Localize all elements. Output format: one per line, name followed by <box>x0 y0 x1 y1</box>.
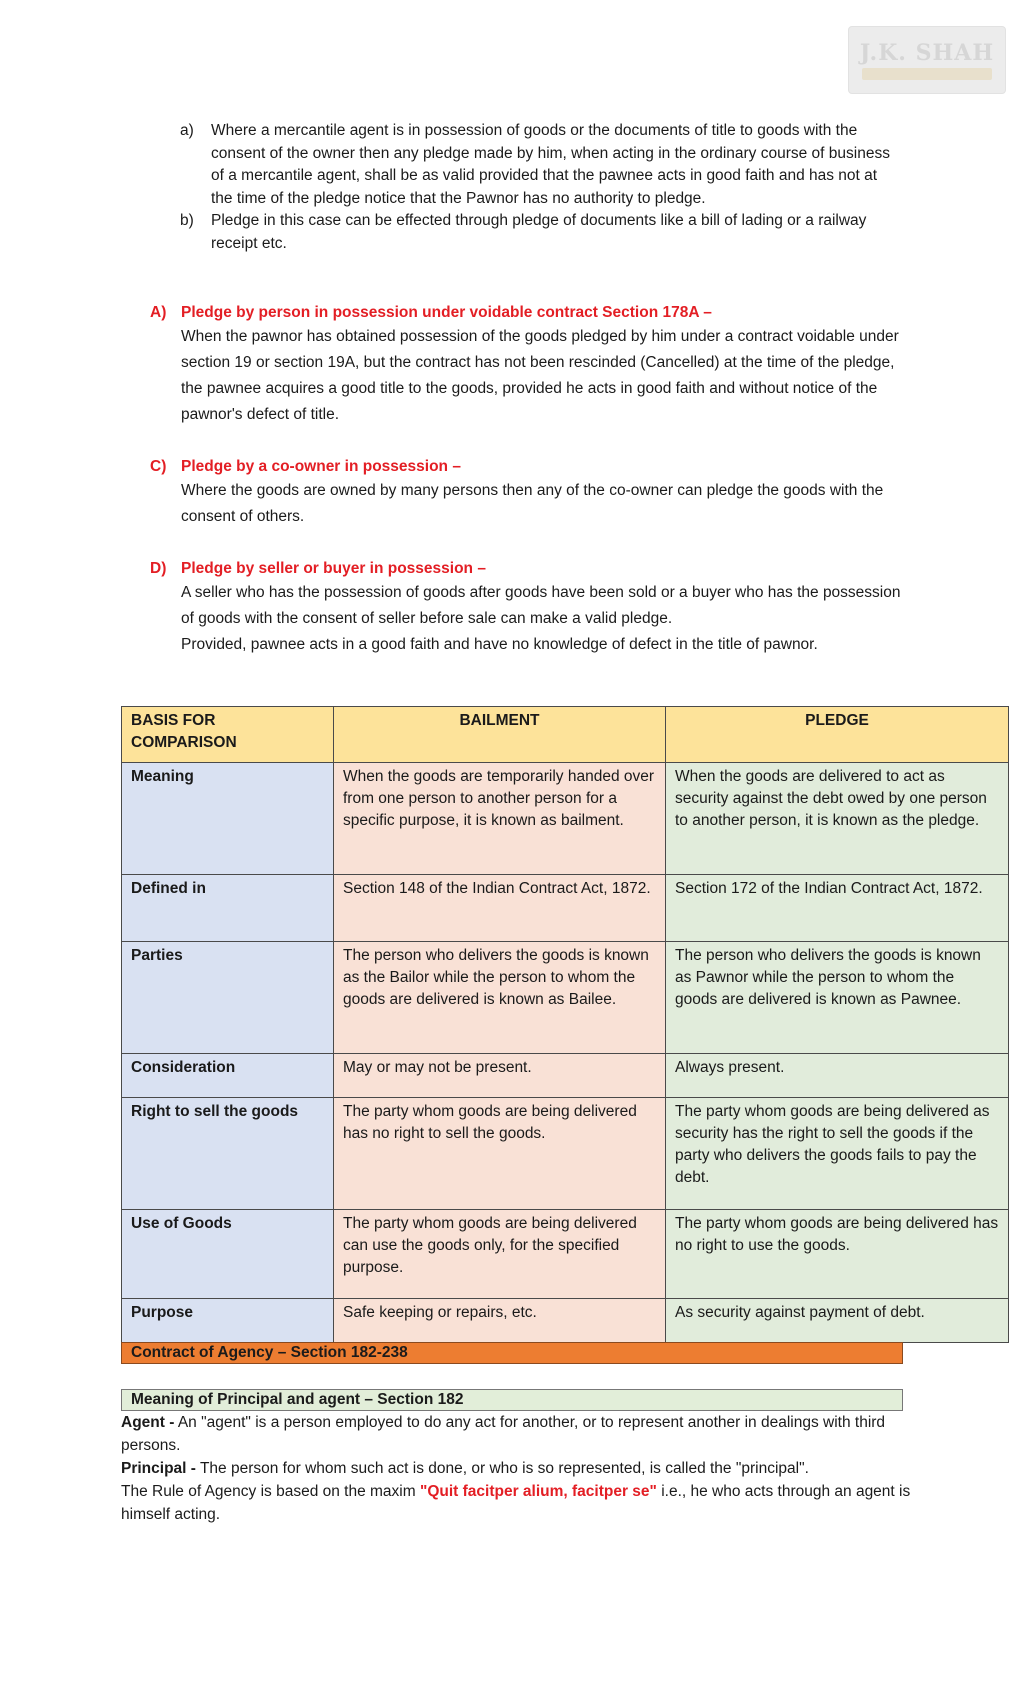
pledge-cell: The party whom goods are being delivered has no right to use the goods. <box>666 1210 1009 1299</box>
list-marker: a) <box>180 122 194 139</box>
logo-tagline-band <box>862 68 992 80</box>
header-basis: BASIS FOR COMPARISON <box>122 707 334 763</box>
maxim-text: "Quit facitper alium, facitper se" <box>419 1483 657 1500</box>
jk-shah-logo-watermark <box>848 26 1006 94</box>
section-heading <box>150 558 910 580</box>
section-body-proviso: Provided, pawnee acts in a good faith and have no knowledge of defect in the title of pawnor. <box>181 636 818 653</box>
agent-text: An "agent" is a person employed to do any act for another, or to represent another in dealings with third persons. <box>121 1414 886 1454</box>
section-body: When the pawnor has obtained possession of the goods pledged by him under a contract voidable under section 19 or section 19A, but the contract has not been rescinded (Cancelled) at the time of the pledge, the pawnee acquires a good title to the goods, provided he acts in good faith and without notice of the pawnor's defect of title. <box>181 328 899 423</box>
list-item <box>180 210 900 255</box>
table-row <box>122 763 1009 875</box>
bailment-cell: When the goods are temporarily handed over from one person to another person for a specific purpose, it is known as bailment. <box>334 763 666 875</box>
section-heading <box>150 456 910 478</box>
pledge-cell: When the goods are delivered to act as security against the debt owed by one person to another person, it is known as the pledge. <box>666 763 1009 875</box>
basis-cell: Purpose <box>122 1299 334 1343</box>
basis-cell: Defined in <box>122 875 334 942</box>
section-marker: D) <box>150 560 167 577</box>
principal-text: The person for whom such act is done, or who is so represented, is called the "principal". <box>195 1460 809 1477</box>
bailment-cell: The party whom goods are being delivered has no right to sell the goods. <box>334 1098 666 1210</box>
list-text: Pledge in this case can be effected through pledge of documents like a bill of lading or a railway receipt etc. <box>211 212 867 252</box>
section-heading-text: Pledge by person in possession under voidable contract Section 178A – <box>181 304 712 321</box>
agent-label: Agent - <box>121 1414 175 1431</box>
bailment-cell: Section 148 of the Indian Contract Act, 1872. <box>334 875 666 942</box>
table-row <box>122 1210 1009 1299</box>
principal-agent-subheading: Meaning of Principal and agent – Section 182 <box>121 1389 903 1411</box>
section-body: Where the goods are owned by many persons then any of the co-owner can pledge the goods with the consent of others. <box>181 482 884 525</box>
rule-suffix: i.e., he who acts through an agent is himself acting. <box>121 1483 911 1523</box>
list-item <box>180 120 900 210</box>
section-seller-buyer <box>150 558 910 658</box>
agency-definitions <box>121 1411 911 1526</box>
bailment-cell: May or may not be present. <box>334 1054 666 1098</box>
bailment-cell: Safe keeping or repairs, etc. <box>334 1299 666 1343</box>
section-body: A seller who has the possession of goods after goods have been sold or a buyer who has the possession of goods with the consent of seller before sale can make a valid pledge. <box>181 584 901 627</box>
table-header-row <box>122 707 1009 763</box>
section-marker: C) <box>150 458 167 475</box>
bailment-cell: The party whom goods are being delivered can use the goods only, for the specified purpose. <box>334 1210 666 1299</box>
table-row <box>122 1299 1009 1343</box>
bailment-cell: The person who delivers the goods is known as the Bailor while the person to whom the goods are delivered is known as Bailee. <box>334 942 666 1054</box>
basis-cell: Use of Goods <box>122 1210 334 1299</box>
pledge-cell: The party whom goods are being delivered as security has the right to sell the goods if the party who delivers the goods fails to pay the debt. <box>666 1098 1009 1210</box>
section-co-owner <box>150 456 910 530</box>
section-voidable-contract <box>150 302 910 428</box>
pledge-cell: The person who delivers the goods is known as Pawnor while the person to whom the goods are delivered is known as Pawnee. <box>666 942 1009 1054</box>
basis-cell: Parties <box>122 942 334 1054</box>
basis-cell: Right to sell the goods <box>122 1098 334 1210</box>
section-heading-text: Pledge by a co-owner in possession – <box>181 458 461 475</box>
logo-text: J.K. SHAH <box>859 40 995 66</box>
list-text: Where a mercantile agent is in possession of goods or the documents of title to goods with the consent of the owner then any pledge made by him, when acting in the ordinary course of business of a mercantile agent, shall be as valid provided that the pawnee acts in good faith and has not at the time of the pledge notice that the Pawnor has no authority to pledge. <box>211 122 890 207</box>
header-bailment: BAILMENT <box>334 707 666 763</box>
header-pledge: PLEDGE <box>666 707 1009 763</box>
rule-prefix: The Rule of Agency is based on the maxim <box>121 1483 420 1500</box>
table-row <box>122 942 1009 1054</box>
agent-definition <box>121 1411 911 1457</box>
pledge-cell: Always present. <box>666 1054 1009 1098</box>
section-heading <box>150 302 910 324</box>
basis-cell: Meaning <box>122 763 334 875</box>
principal-definition <box>121 1457 911 1480</box>
section-heading-text: Pledge by seller or buyer in possession – <box>181 560 486 577</box>
list-marker: b) <box>180 212 194 229</box>
agency-rule <box>121 1480 911 1526</box>
intro-list <box>180 120 900 255</box>
section-marker: A) <box>150 304 167 321</box>
bailment-vs-pledge-table <box>121 706 1009 1343</box>
pledge-cell: As security against payment of debt. <box>666 1299 1009 1343</box>
table-row <box>122 1054 1009 1098</box>
table-row <box>122 1098 1009 1210</box>
contract-of-agency-heading: Contract of Agency – Section 182-238 <box>121 1342 903 1364</box>
pledge-cell: Section 172 of the Indian Contract Act, 1872. <box>666 875 1009 942</box>
table-row <box>122 875 1009 942</box>
principal-label: Principal - <box>121 1460 196 1477</box>
basis-cell: Consideration <box>122 1054 334 1098</box>
